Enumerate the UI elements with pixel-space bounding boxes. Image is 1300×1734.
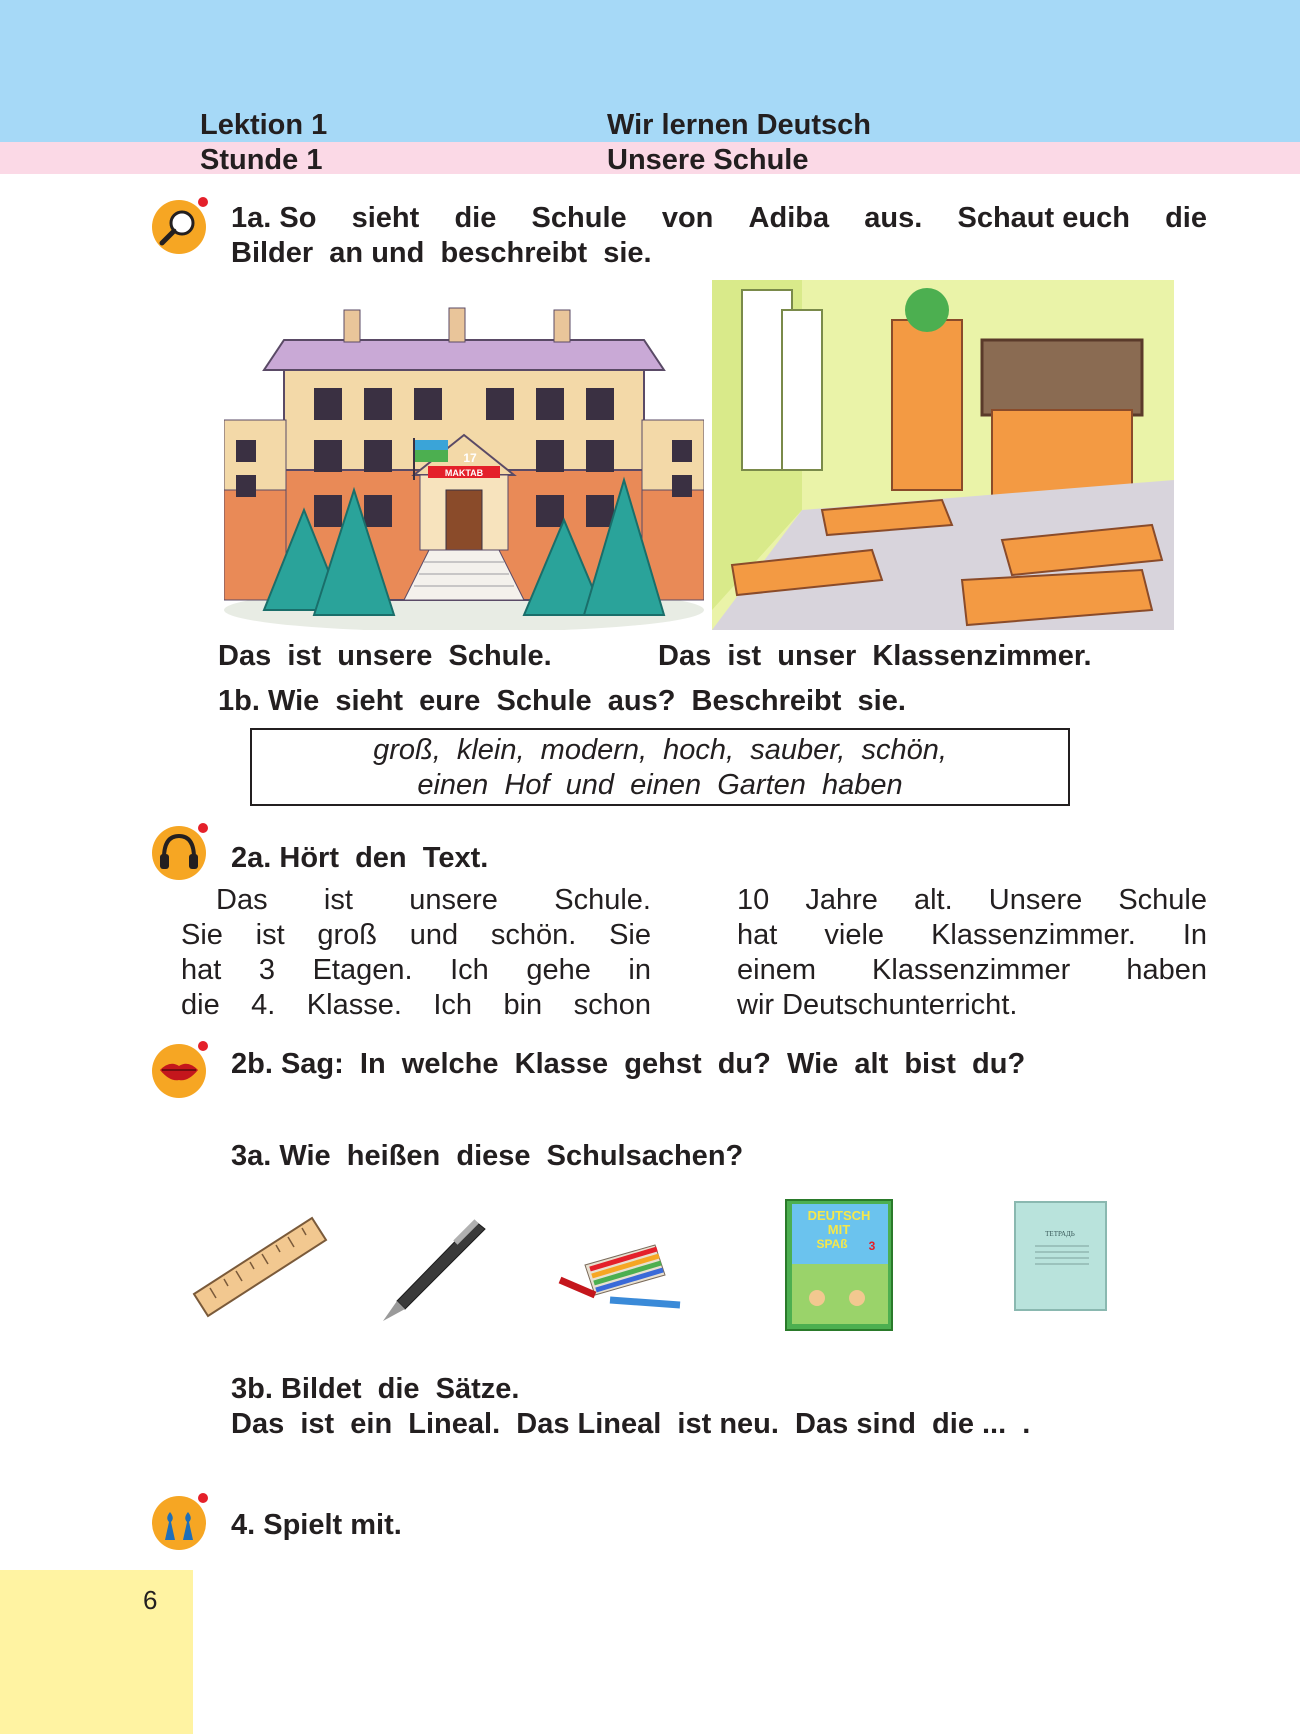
task-1a-line2: Bilder an und beschreibt sie. [231, 237, 652, 269]
text-right-line4: wir Deutschunterricht. [737, 989, 1018, 1021]
task-2a-title: 2a. Hört den Text. [231, 842, 489, 874]
lesson-label: Lektion 1 [200, 109, 328, 141]
word-box-line1: groß, klein, modern, hoch, sauber, schön, [373, 734, 947, 766]
task-3b-line2: Das ist ein Lineal. Das Lineal ist neu. Das sind die ... . [231, 1408, 1031, 1440]
book-title-line1: DEUTSCH [807, 1208, 871, 1223]
task-3b-line1: 3b. Bildet die Sätze. [231, 1373, 520, 1405]
book-grade: 3 [868, 1239, 876, 1253]
word-box [250, 728, 1070, 806]
text-left-line3: hat 3 Etagen. Ich gehe in [181, 954, 651, 986]
text-right-line3: einem Klassenzimmer haben [737, 954, 1207, 986]
pen-image [375, 1215, 490, 1325]
footer-band-yellow [0, 1570, 193, 1734]
text-right-line1: 10 Jahre alt. Unsere Schule [737, 884, 1207, 916]
book-title-line2: MIT [827, 1222, 851, 1237]
notebook-image [1013, 1200, 1108, 1312]
page-number: 6 [143, 1585, 158, 1615]
hour-title: Unsere Schule [607, 144, 809, 176]
caption-classroom: Das ist unser Klassenzimmer. [658, 640, 1092, 672]
school-number: 17 [463, 451, 477, 465]
lesson-title: Wir lernen Deutsch [607, 109, 872, 141]
ruler-image [190, 1210, 330, 1320]
game-pieces-icon [150, 1492, 208, 1550]
task-1b-title: 1b. Wie sieht eure Schule aus? Beschreibt sie. [218, 685, 906, 717]
school-sign: MAKTAB [444, 468, 484, 478]
classroom-illustration [712, 280, 1174, 630]
school-building-illustration [224, 300, 704, 630]
text-right-line2: hat viele Klassenzimmer. In [737, 919, 1207, 951]
task-1a-line1: 1a. So sieht die Schule von Adiba aus. Schaut euch die [231, 202, 1207, 234]
text-left-line4: die 4. Klasse. Ich bin schon [181, 989, 651, 1021]
caption-school: Das ist unsere Schule. [218, 640, 552, 672]
task-2b-title: 2b. Sag: In welche Klasse gehst du? Wie alt bist du? [231, 1048, 1026, 1080]
hour-label: Stunde 1 [200, 144, 323, 176]
headphones-icon [150, 822, 208, 880]
magnifier-icon [150, 196, 208, 254]
book-title-line3: SPAß [816, 1237, 848, 1251]
notebook-label: ТЕТРАДЬ [1045, 1230, 1075, 1238]
text-column-left [181, 883, 651, 1023]
task-3a-title: 3a. Wie heißen diese Schulsachen? [231, 1140, 744, 1172]
word-box-line2: einen Hof und einen Garten haben [417, 769, 903, 801]
lips-icon [150, 1040, 208, 1098]
textbook-image [782, 1198, 897, 1333]
text-left-line2: Sie ist groß und schön. Sie [181, 919, 651, 951]
task-4-title: 4. Spielt mit. [231, 1509, 402, 1541]
text-column-right [737, 883, 1207, 1023]
crayons-image [555, 1235, 685, 1315]
text-left-line1: Das ist unsere Schule. [216, 884, 651, 916]
